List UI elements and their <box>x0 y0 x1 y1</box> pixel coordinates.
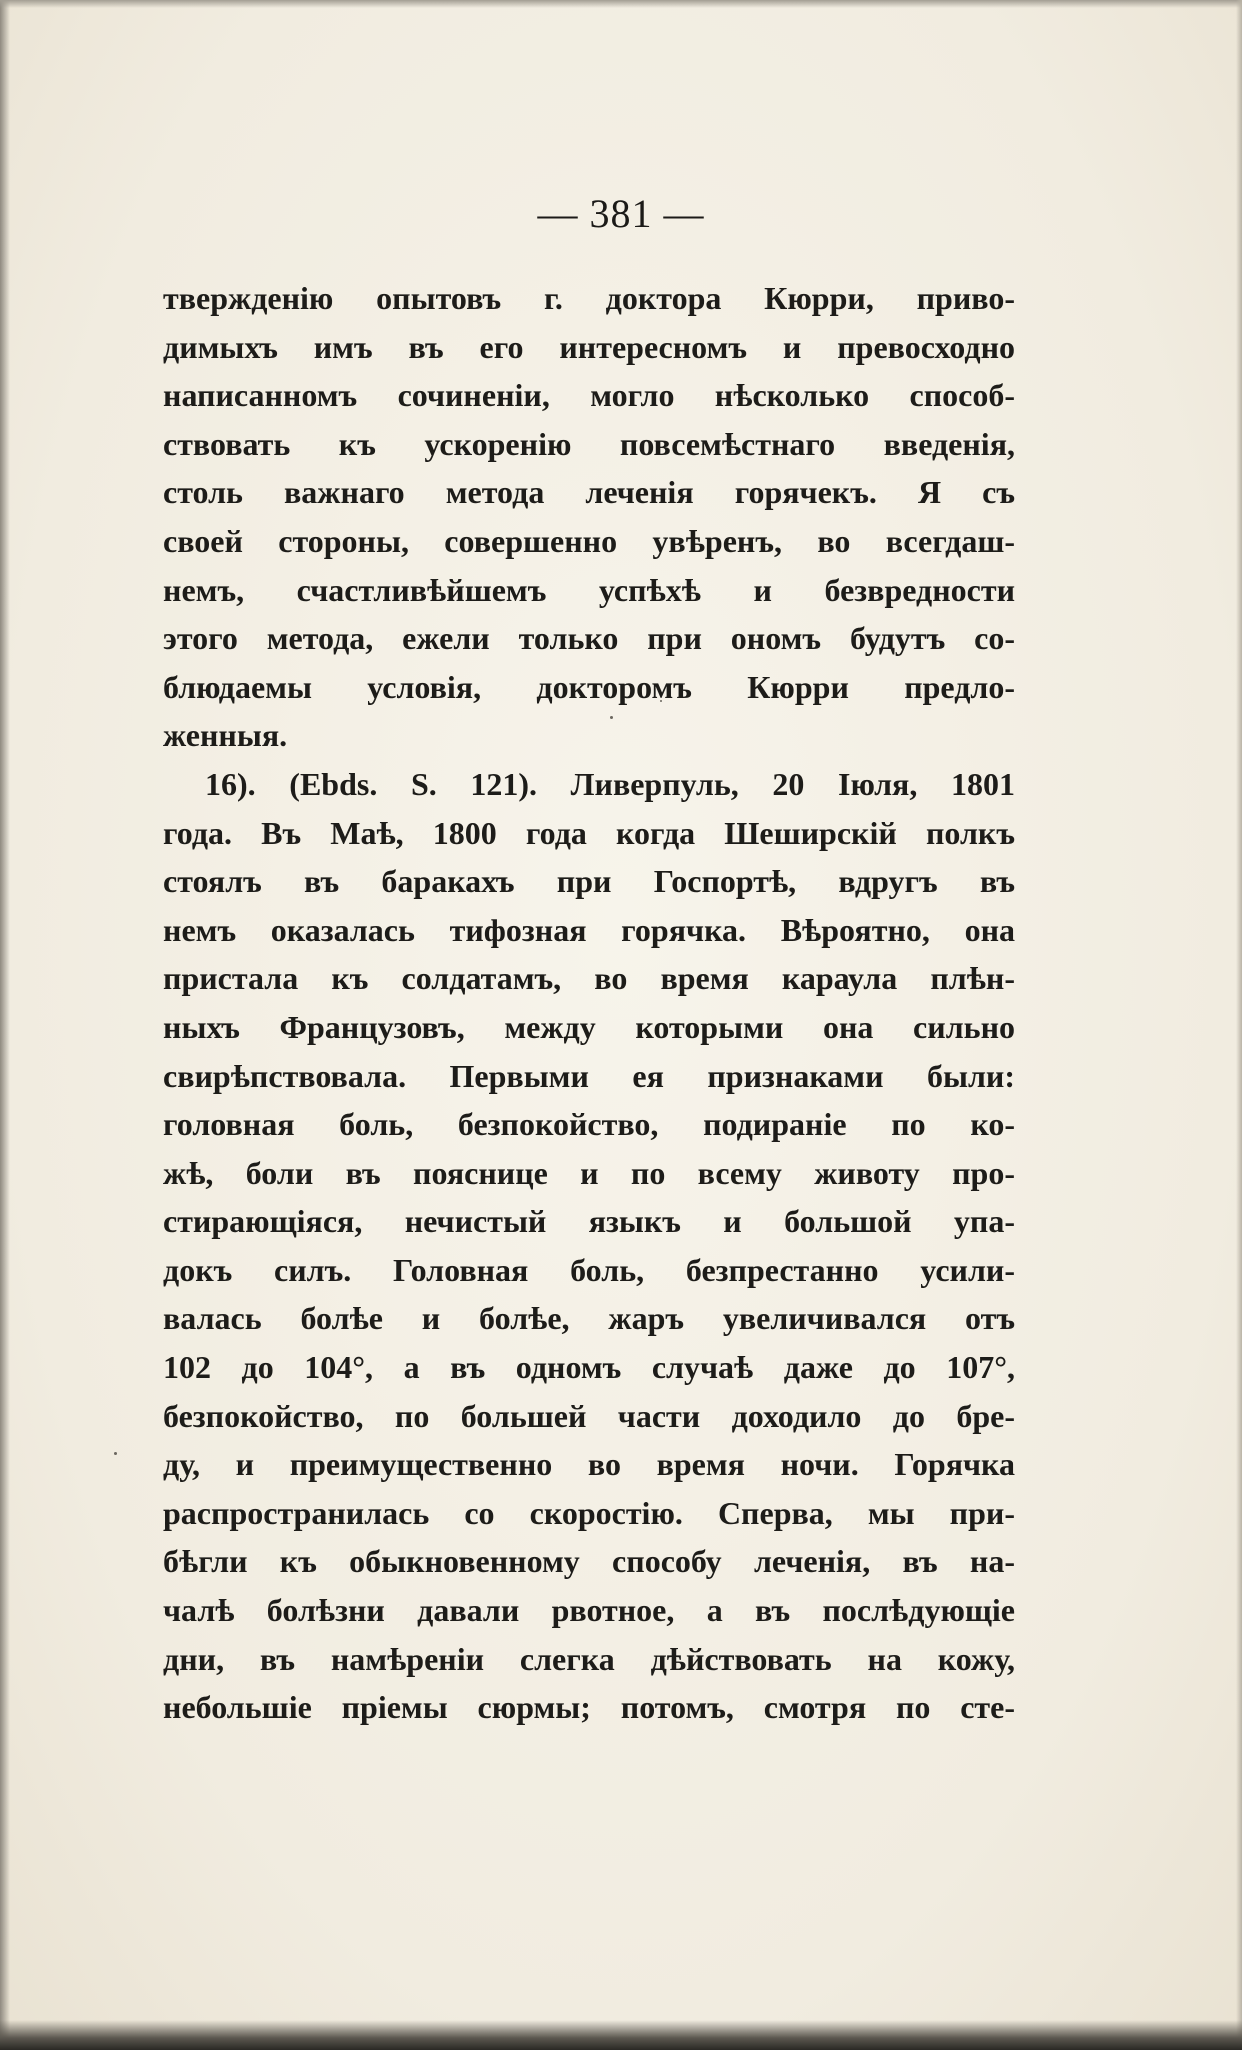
scan-shadow-left <box>0 0 10 2050</box>
paper-speck <box>114 1452 117 1455</box>
text-line: года. Въ Маѣ, 1800 года когда Шеширскій полкъ <box>163 814 1015 851</box>
text-line: валась болѣе и болѣе, жаръ увеличивался отъ <box>163 1300 1015 1337</box>
text-line: головная боль, безпокойство, подираніе по ко- <box>163 1106 1015 1143</box>
text-line: чалѣ болѣзни давали рвотное, а въ послѣдующіе <box>163 1592 1015 1629</box>
text-line: ствовать къ ускоренію повсемѣстнаго введенія, <box>163 425 1015 462</box>
text-line: свирѣпствовала. Первыми ея признаками были: <box>163 1057 1015 1094</box>
text-line: небольшіе пріемы сюрмы; потомъ, смотря по сте- <box>163 1689 1015 1726</box>
text-line: распространилась со скоростію. Сперва, мы при- <box>163 1494 1015 1531</box>
text-line-paragraph-end: женныя. <box>163 717 288 754</box>
text-line: своей стороны, совершенно увѣренъ, во всегдаш- <box>163 522 1015 559</box>
page-number: — 381 — <box>537 191 705 236</box>
text-line: ныхъ Французовъ, между которыми она сильно <box>163 1008 1015 1045</box>
text-line: стоялъ въ баракахъ при Госпортѣ, вдругъ въ <box>163 863 1015 900</box>
body-text <box>163 274 1015 1732</box>
text-line: блюдаемы условія, докторомъ Кюрри предло- <box>163 668 1015 705</box>
scan-shadow-right <box>1236 0 1242 2050</box>
text-line: дни, въ намѣреніи слегка дѣйствовать на кожу, <box>163 1640 1015 1677</box>
scan-shadow-top <box>0 0 1242 8</box>
text-line: жѣ, боли въ пояснице и по всему животу про- <box>163 1154 1015 1191</box>
text-line: 102 до 104°, а въ одномъ случаѣ даже до 107°, <box>163 1349 1015 1386</box>
text-line: бѣгли къ обыкновенному способу леченія, въ на- <box>163 1543 1015 1580</box>
text-line: докъ силъ. Головная боль, безпрестанно усили- <box>163 1251 1015 1288</box>
text-line: безпокойство, по большей части доходило до бре- <box>163 1397 1015 1434</box>
text-line: немъ, счастливѣйшемъ успѣхѣ и безвредности <box>163 571 1015 608</box>
text-line: написанномъ сочиненіи, могло нѣсколько способ- <box>163 377 1015 414</box>
text-line: столь важнаго метода леченія горячекъ. Я съ <box>163 474 1015 511</box>
text-line-paragraph-start: 16). (Ebds. S. 121). Ливерпуль, 20 Іюля, 1801 <box>205 765 1015 802</box>
text-line: стирающіяся, нечистый языкъ и большой упа- <box>163 1203 1015 1240</box>
text-line: ду, и преимущественно во время ночи. Горячка <box>163 1446 1015 1483</box>
text-line: немъ оказалась тифозная горячка. Вѣроятно, она <box>163 911 1015 948</box>
text-line: пристала къ солдатамъ, во время караула плѣн- <box>163 960 1015 997</box>
scan-shadow-bottom <box>0 2020 1242 2050</box>
text-line: димыхъ имъ въ его интересномъ и превосходно <box>163 328 1015 365</box>
text-line: этого метода, ежели только при ономъ будутъ со- <box>163 620 1015 657</box>
text-line: твержденію опытовъ г. доктора Кюрри, приво- <box>163 280 1015 316</box>
